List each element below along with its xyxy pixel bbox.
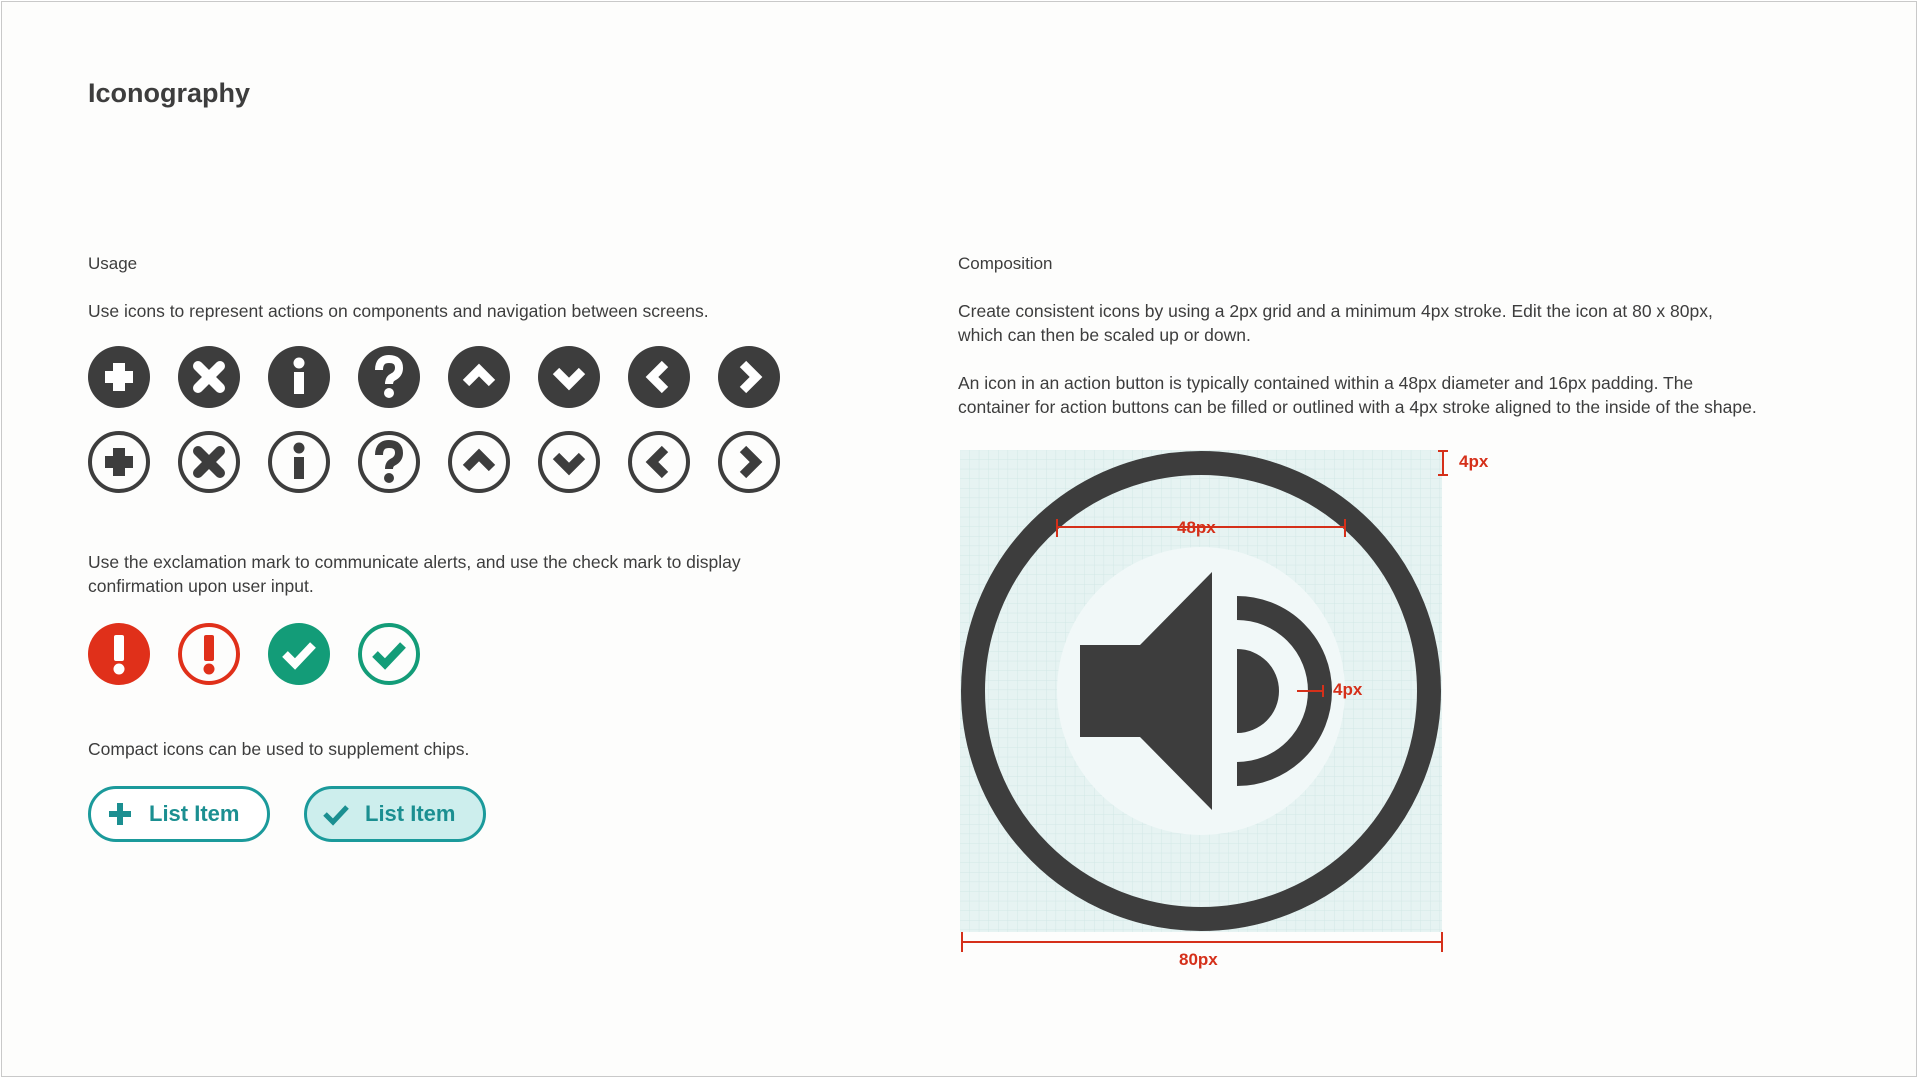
close-icon — [178, 346, 268, 408]
composition-para2-line1: An icon in an action button is typically contained within a 48px diameter and 16px padding. The — [958, 373, 1694, 393]
composition-para1-line1: Create consistent icons by using a 2px grid and a minimum 4px stroke. Edit the icon at 80 x 80px, — [958, 301, 1713, 321]
alert-text-line2: confirmation upon user input. — [88, 576, 314, 596]
label-width: 80px — [1179, 950, 1218, 969]
exclamation-outline-icon — [178, 623, 268, 685]
plus-icon — [88, 346, 178, 408]
chip-add-list-item[interactable] — [88, 786, 270, 842]
label-outer-stroke: 4px — [1459, 452, 1489, 471]
check-icon — [323, 801, 349, 827]
composition-para2-line2: container for action buttons can be filled or outlined with a 4px stroke aligned to the inside of the shape. — [958, 397, 1757, 417]
label-inner-stroke: 4px — [1333, 680, 1363, 699]
plus-outline-icon — [88, 431, 178, 493]
composition-para2 — [958, 371, 1757, 419]
chevron-right-icon — [718, 346, 808, 408]
compact-description: Compact icons can be used to supplement chips. — [88, 739, 470, 759]
chip-label: List Item — [149, 801, 240, 826]
usage-intro-text: Use icons to represent actions on components and navigation between screens. — [88, 301, 709, 321]
composition-heading: Composition — [958, 254, 1053, 273]
dimension-width — [962, 932, 1442, 952]
chevron-down-icon — [538, 346, 628, 408]
info-outline-icon — [268, 431, 358, 493]
help-outline-icon — [358, 431, 448, 493]
composition-diagram — [950, 440, 1510, 980]
composition-para1 — [958, 299, 1713, 347]
usage-heading: Usage — [88, 254, 138, 273]
outlined-icon-row — [88, 431, 808, 493]
exclamation-icon — [88, 623, 178, 685]
chevron-down-outline-icon — [538, 431, 628, 493]
chip-selected-list-item[interactable] — [304, 786, 486, 842]
chevron-left-outline-icon — [628, 431, 718, 493]
label-diameter: 48px — [1177, 518, 1216, 537]
chevron-up-icon — [448, 346, 538, 408]
composition-para1-line2: which can then be scaled up or down. — [958, 325, 1251, 345]
close-outline-icon — [178, 431, 268, 493]
plus-icon — [107, 801, 133, 827]
status-icon-row — [88, 623, 448, 685]
help-icon — [358, 346, 448, 408]
chevron-right-outline-icon — [718, 431, 808, 493]
check-icon — [268, 623, 358, 685]
info-icon — [268, 346, 358, 408]
filled-icon-row — [88, 346, 808, 408]
check-outline-icon — [358, 623, 448, 685]
alert-description — [88, 550, 741, 598]
chevron-left-icon — [628, 346, 718, 408]
chevron-up-outline-icon — [448, 431, 538, 493]
chip-label: List Item — [365, 801, 456, 826]
alert-text-line1: Use the exclamation mark to communicate alerts, and use the check mark to display — [88, 552, 741, 572]
page-title: Iconography — [88, 78, 251, 108]
